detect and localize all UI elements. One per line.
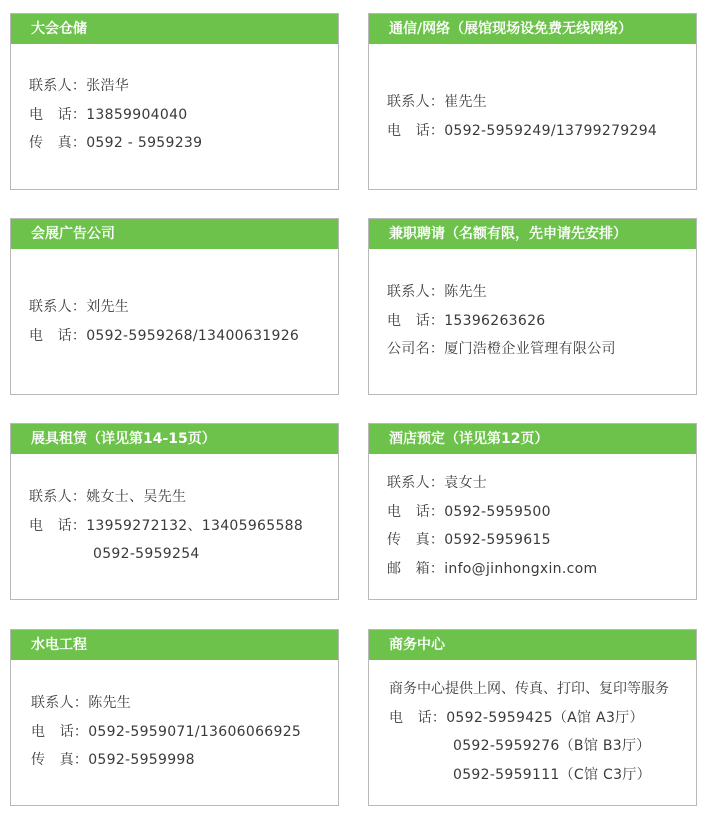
contact-row	[29, 512, 332, 541]
contact-row	[389, 675, 690, 704]
card-title: 展具租赁（详见第14-15页）	[11, 424, 338, 454]
field-value: 张浩华	[86, 78, 130, 94]
contact-row	[387, 526, 690, 555]
card-body	[29, 293, 332, 350]
field-label: 联系人：	[29, 299, 87, 315]
contact-card-business-center	[368, 629, 697, 806]
field-label: 联系人：	[29, 78, 87, 94]
card-title: 通信/网络（展馆现场设免费无线网络）	[369, 14, 696, 44]
contact-row	[387, 307, 690, 336]
contact-card-storage	[10, 13, 339, 190]
card-body	[389, 675, 690, 789]
field-value: 0592-5959254	[93, 546, 200, 563]
contact-row	[389, 704, 690, 733]
card-title: 酒店预定（详见第12页）	[369, 424, 696, 454]
field-label: 电 话：	[29, 106, 87, 123]
field-label: 公司名：	[387, 341, 445, 358]
contact-row	[389, 761, 690, 790]
card-body	[387, 469, 690, 583]
field-label: 电 话：	[387, 312, 445, 329]
field-value: 0592-5959268/13400631926	[86, 327, 300, 344]
card-body	[29, 72, 332, 158]
contact-row	[29, 322, 332, 351]
contact-row	[389, 732, 690, 761]
contact-row	[31, 718, 332, 747]
field-value: 陈先生	[88, 695, 132, 711]
contact-card-utilities	[10, 629, 339, 806]
field-value: 姚女士、吴先生	[86, 489, 187, 505]
field-value: 袁女士	[444, 475, 488, 491]
contact-row	[29, 483, 332, 512]
field-value: 厦门浩橙企业管理有限公司	[444, 341, 616, 358]
field-value: 13859904040	[86, 106, 188, 123]
contact-row	[29, 72, 332, 101]
field-label: 联系人：	[387, 94, 445, 110]
field-label: 电 话：	[389, 709, 447, 726]
field-label: 电 话：	[29, 517, 87, 534]
field-value: 15396263626	[444, 312, 546, 329]
card-body	[31, 689, 332, 775]
field-label: 电 话：	[31, 723, 89, 740]
contact-card-staffing	[368, 218, 697, 395]
field-label: 联系人：	[29, 489, 87, 505]
card-title: 会展广告公司	[11, 219, 338, 249]
field-label: 传 真：	[387, 532, 445, 549]
card-title: 商务中心	[369, 630, 696, 660]
field-label: 电 话：	[387, 503, 445, 520]
field-label: 联系人：	[31, 695, 89, 711]
card-body	[387, 278, 690, 364]
field-value: 0592-5959276（B馆 B3厅）	[453, 738, 651, 755]
contact-row	[387, 498, 690, 527]
contact-row	[29, 129, 332, 158]
contact-row	[387, 117, 690, 146]
card-title: 兼职聘请（名额有限，先申请先安排）	[369, 219, 696, 249]
field-label: 联系人：	[387, 475, 445, 491]
contact-row	[29, 293, 332, 322]
contact-card-hotel	[368, 423, 697, 600]
contact-card-advertising	[10, 218, 339, 395]
field-value: 0592-5959615	[444, 532, 551, 549]
field-value: 0592-5959425（A馆 A3厅）	[446, 709, 644, 726]
contact-row	[387, 278, 690, 307]
field-label: 电 话：	[29, 327, 87, 344]
field-value: 刘先生	[86, 299, 130, 315]
field-value: 0592-5959249/13799279294	[444, 122, 658, 139]
card-title: 大会仓储	[11, 14, 338, 44]
field-value: 0592-5959111（C馆 C3厅）	[453, 766, 651, 783]
contact-row	[387, 469, 690, 498]
field-label: 联系人：	[387, 284, 445, 300]
contact-row	[387, 88, 690, 117]
card-body	[29, 483, 332, 569]
field-label: 邮 箱：	[387, 560, 445, 577]
field-value: 0592-5959998	[88, 752, 195, 769]
contact-row	[31, 689, 332, 718]
contact-row	[387, 555, 690, 584]
field-value: 0592-5959071/13606066925	[88, 723, 302, 740]
contact-row	[29, 101, 332, 130]
field-value: 陈先生	[444, 284, 488, 300]
field-label: 传 真：	[31, 752, 89, 769]
contact-row	[29, 540, 332, 569]
card-body	[387, 88, 690, 145]
contact-card-equipment-rental	[10, 423, 339, 600]
field-value: 0592 - 5959239	[86, 135, 203, 152]
contact-row	[31, 746, 332, 775]
service-description: 商务中心提供上网、传真、打印、复印等服务	[389, 681, 669, 697]
email-link[interactable]: info@jinhongxin.com	[444, 560, 598, 577]
field-label: 传 真：	[29, 135, 87, 152]
field-value: 13959272132、13405965588	[86, 517, 304, 534]
contact-card-network	[368, 13, 697, 190]
card-title: 水电工程	[11, 630, 338, 660]
contact-row	[387, 335, 690, 364]
field-label: 电 话：	[387, 122, 445, 139]
field-value: 崔先生	[444, 94, 488, 110]
field-value: 0592-5959500	[444, 503, 551, 520]
